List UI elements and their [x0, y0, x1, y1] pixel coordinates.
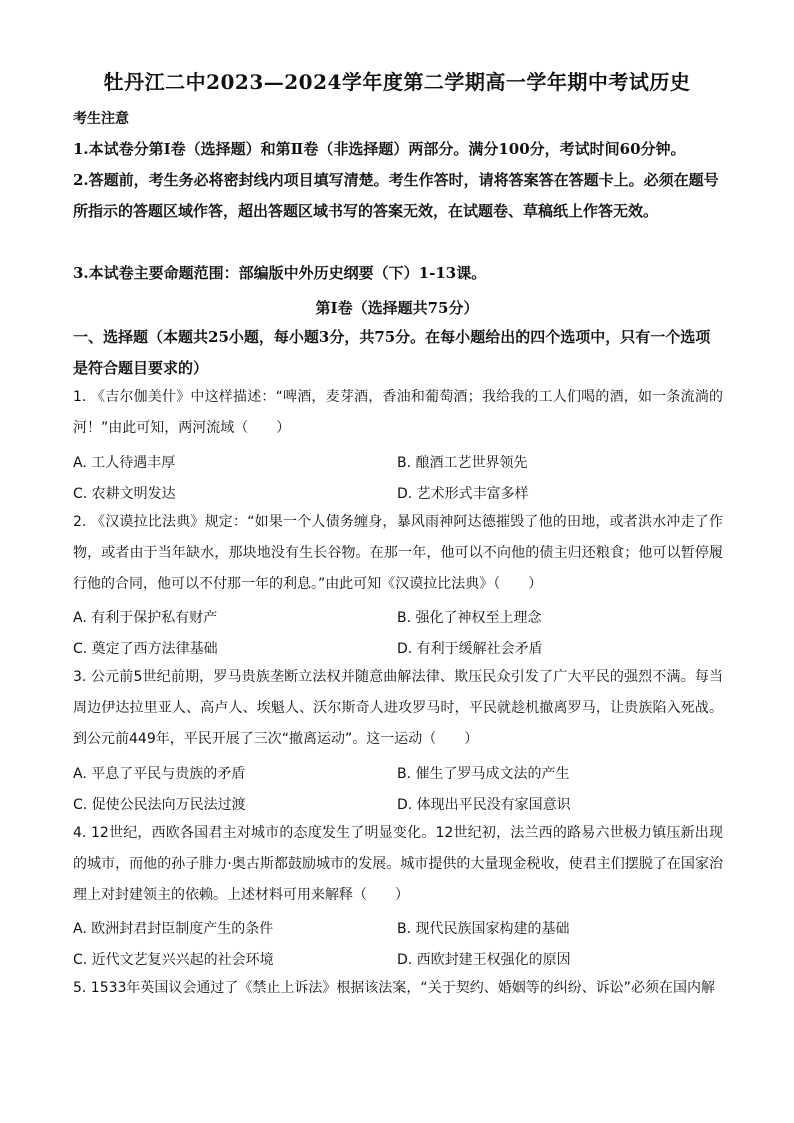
option-c: C. 奠定了西方法律基础 — [73, 641, 218, 657]
option-d: D. 西欧封建王权强化的原因 — [397, 952, 571, 968]
option-b: B. 现代民族国家构建的基础 — [397, 921, 570, 937]
option-d: D. 艺术形式丰富多样 — [397, 486, 529, 502]
option-a: A. 欧洲封君封臣制度产生的条件 — [73, 921, 274, 937]
option-a: A. 平息了平民与贵族的矛盾 — [73, 766, 246, 782]
option-c: C. 农耕文明发达 — [73, 486, 176, 502]
page-title: 牡丹江二中2023—2024学年度第二学期高一学年期中考试历史 — [103, 70, 691, 94]
notice-item: 1.本试卷分第Ⅰ卷（选择题）和第Ⅱ卷（非选择题）两部分。满分100分，考试时间60分钟。 — [73, 140, 686, 158]
option-c: C. 促使公民法向万民法过渡 — [73, 797, 246, 813]
notice-heading: 考生注意 — [73, 111, 129, 127]
option-a: A. 工人待遇丰厚 — [73, 455, 176, 471]
question-stem: 4. 12世纪，西欧各国君主对城市的态度发生了明显变化。12世纪初，法兰西的路易六世极力镇压新出现的城市，而他的孙子腓力·奥古斯都鼓励城市的发展。城市提供的大量现金税收，使君主们摆脱了在国家治理上对封建领主的依赖。上述材料可用来解释（ ） — [73, 825, 723, 903]
option-d: D. 体现出平民没有家国意识 — [397, 797, 571, 813]
option-b: B. 酿酒工艺世界领先 — [397, 455, 528, 471]
option-a: A. 有利于保护私有财产 — [73, 610, 218, 626]
notice-item: 3.本试卷主要命题范围：部编版中外历史纲要（下）1-13课。 — [73, 264, 487, 282]
question-stem: 1. 《吉尔伽美什》中这样描述：“啤酒，麦芽酒，香油和葡萄酒；我给我的工人们喝的酒，如一条流淌的河！”由此可知，两河流域（ ） — [73, 389, 723, 436]
option-b: B. 催生了罗马成文法的产生 — [397, 766, 570, 782]
question-stem: 2. 《汉谟拉比法典》规定：“如果一个人债务缠身，暴风雨神阿达德摧毁了他的田地，或者洪水冲走了作物，或者由于当年缺水，那块地没有生长谷物。在那一年，他可以不向他的债主归还粮食；他可以暂停履行他的合同，他可以不付那一年的利息。”由此可知《汉谟拉比法典》（ ） — [73, 514, 723, 592]
option-c: C. 近代文艺复兴兴起的社会环境 — [73, 952, 274, 968]
notice-item: 2.答题前，考生务必将密封线内项目填写清楚。考生作答时，请将答案答在答题卡上。必须在题号所指示的答题区域作答，超出答题区域书写的答案无效，在试题卷、草稿纸上作答无效。 — [73, 171, 719, 220]
section-title: 第Ⅰ卷（选择题共75分） — [315, 299, 479, 317]
part-heading: 一、选择题（本题共25小题，每小题3分，共75分。在每小题给出的四个选项中，只有一个选项是符合题目要求的） — [73, 328, 711, 377]
question-stem: 5. 1533年英国议会通过了《禁止上诉法》根据该法案，“关于契约、婚姻等的纠纷、诉讼”必须在国内解 — [73, 980, 715, 996]
option-d: D. 有利于缓解社会矛盾 — [397, 641, 543, 657]
question-stem: 3. 公元前5世纪前期，罗马贵族垄断立法权并随意曲解法律、欺压民众引发了广大平民的强烈不满。每当周边伊达拉里亚人、高卢人、埃魁人、沃尔斯奇人进攻罗马时，平民就趁机撤离罗马，让贵族陷入死战。到公元前449年，平民开展了三次“撤离运动”。这一运动（ ） — [73, 669, 723, 747]
option-b: B. 强化了神权至上理念 — [397, 610, 542, 626]
